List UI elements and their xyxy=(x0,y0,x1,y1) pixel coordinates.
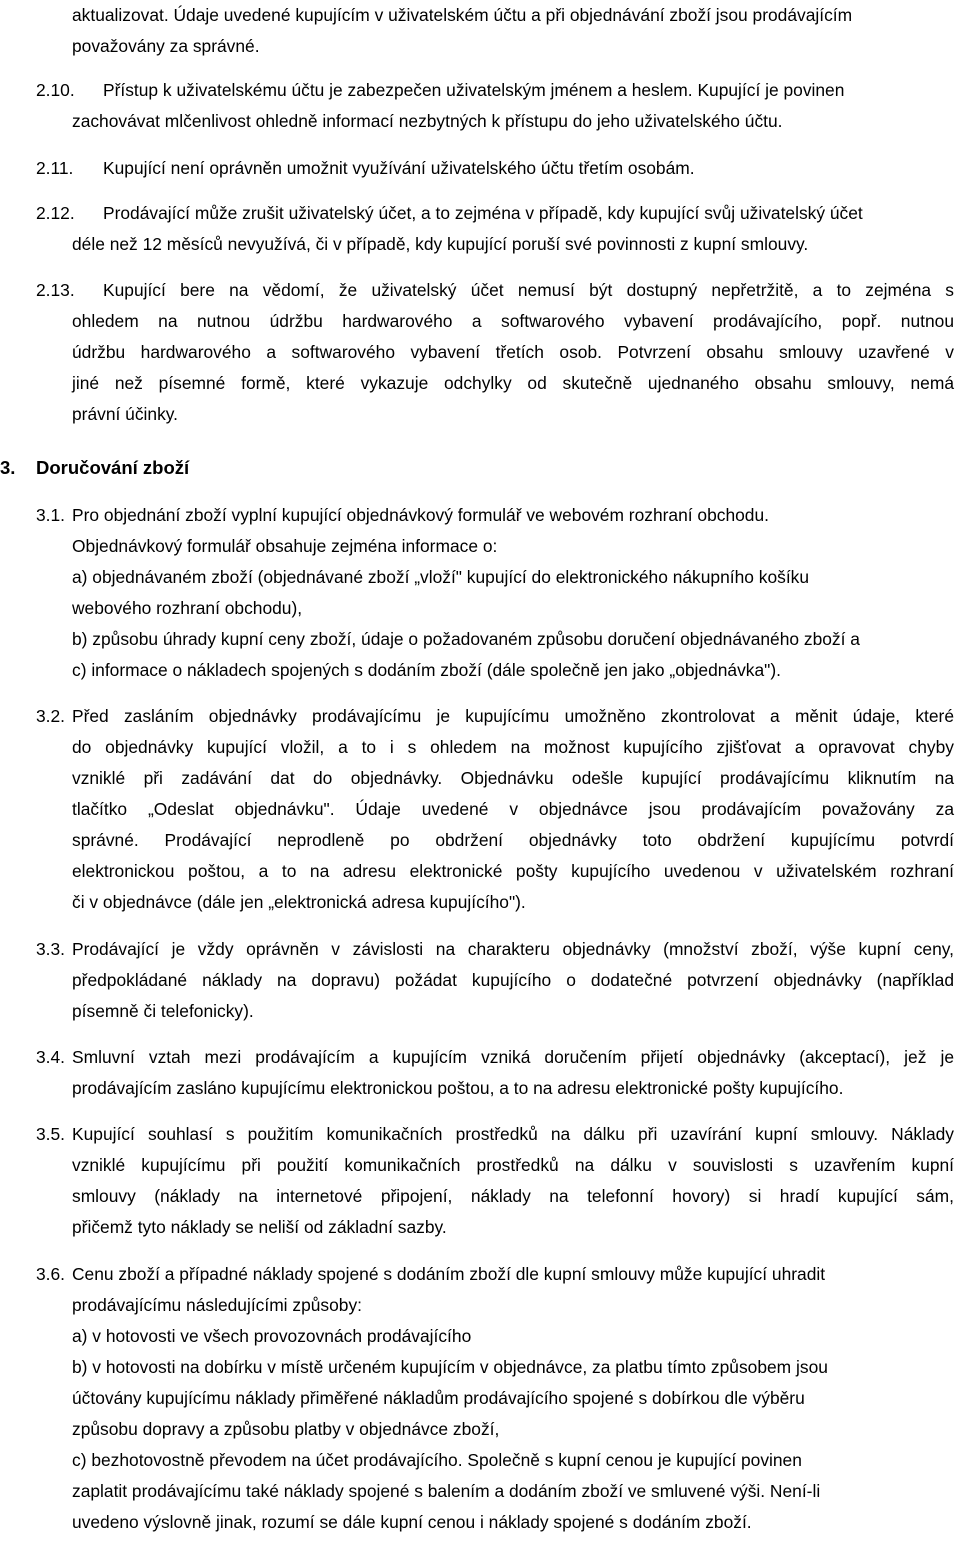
section-number: 3. xyxy=(0,457,16,478)
text-line: Prodávající je vždy oprávněn v závislosti na charakteru objednávky (množství zboží, výše kupní ceny, xyxy=(72,939,954,959)
text-line: přičemž tyto náklady se neliší od základní sazby. xyxy=(72,1217,447,1237)
text-line: správné. Prodávající neprodleně po obdržení objednávky toto obdržení kupujícímu potvrdí xyxy=(72,830,954,850)
text-line: b) způsobu úhrady kupní ceny zboží, údaje o požadovaném způsobu doručení objednávaného zboží a xyxy=(72,629,860,649)
text-line: vzniklé při zadávání dat do objednávky. Objednávku odešle kupující prodávajícímu kliknutím na xyxy=(72,768,954,788)
text-line: c) bezhotovostně převodem na účet prodávajícího. Společně s kupní cenou je kupující povinen xyxy=(72,1450,802,1470)
text-line: způsobu dopravy a způsobu platby v objednávce zboží, xyxy=(72,1419,500,1439)
text-line: ohledem na nutnou údržbu hardwarového a softwarového vybavení prodávajícího, popř. nutnou xyxy=(72,311,954,331)
text-line: Cenu zboží a případné náklady spojené s dodáním zboží dle kupní smlouvy může kupující uhradit xyxy=(72,1264,826,1284)
clause-number: 2.12. xyxy=(36,203,75,223)
text-line: a) objednávaném zboží (objednávané zboží „vloží" kupující do elektronického nákupního košíku xyxy=(72,567,810,587)
text-line: prodávajícím zasláno kupujícímu elektronickou poštou, a to na adresu elektronické pošty kupujícího. xyxy=(72,1078,844,1098)
text-line: považovány za správné. xyxy=(72,36,260,56)
clause-number: 3.2. xyxy=(36,706,66,726)
text-line: Pro objednání zboží vyplní kupující objednávkový formulář ve webovém rozhraní obchodu. xyxy=(72,505,769,525)
text-line: Před zasláním objednávky prodávajícímu je kupujícímu umožněno zkontrolovat a měnit údaje, které xyxy=(72,706,954,726)
text-line: elektronickou poštou, a to na adresu elektronické pošty kupujícího uvedenou v uživatelském rozhraní xyxy=(72,861,954,881)
text-line: či v objednávce (dále jen „elektronická adresa kupujícího"). xyxy=(72,892,526,912)
text-line: déle než 12 měsíců nevyužívá, či v případě, kdy kupující poruší své povinnosti z kupní smlouvy. xyxy=(72,234,809,254)
text-line: tlačítko „Odeslat objednávku". Údaje uvedené v objednávce jsou prodávajícím považovány za xyxy=(72,799,954,819)
text-line: Smluvní vztah mezi prodávajícím a kupujícím vzniká doručením přijetí objednávky (akceptací), jež je xyxy=(72,1047,954,1067)
text-line: aktualizovat. Údaje uvedené kupujícím v uživatelském účtu a při objednávání zboží jsou prodávajícím xyxy=(72,5,853,25)
clause-number: 3.6. xyxy=(36,1264,66,1284)
text-line: právní účinky. xyxy=(72,404,178,424)
text-line: Kupující bere na vědomí, že uživatelský účet nemusí být dostupný nepřetržitě, a to zejména s xyxy=(103,280,954,300)
text-line: předpokládané náklady na dopravu) požádat kupujícího o dodatečné potvrzení objednávky (například xyxy=(72,970,954,990)
text-line: prodávajícímu následujícími způsoby: xyxy=(72,1295,362,1315)
clause-number: 3.1. xyxy=(36,505,66,525)
section-title: Doručování zboží xyxy=(36,457,190,478)
text-line: jiné než písemné formě, které vykazuje odchylky od skutečně ujednaného obsahu smlouvy, nemá xyxy=(72,373,954,393)
text-line: b) v hotovosti na dobírku v místě určeném kupujícím v objednávce, za platbu tímto způsobem jsou xyxy=(72,1357,828,1377)
clause-number: 3.5. xyxy=(36,1124,66,1144)
text-line: zaplatit prodávajícímu také náklady spojené s balením a dodáním zboží ve smluvené výši. Není-li xyxy=(72,1481,821,1501)
clause-number: 3.4. xyxy=(36,1047,66,1067)
text-line: a) v hotovosti ve všech provozovnách prodávajícího xyxy=(72,1326,472,1346)
text-line: Přístup k uživatelskému účtu je zabezpečen uživatelským jménem a heslem. Kupující je povinen xyxy=(103,80,845,100)
text-line: Prodávající může zrušit uživatelský účet, a to zejména v případě, kdy kupující svůj uživatelský účet xyxy=(103,203,863,223)
text-line: Kupující není oprávněn umožnit využívání uživatelského účtu třetím osobám. xyxy=(103,158,695,178)
text-line: Kupující souhlasí s použitím komunikačních prostředků na dálku při uzavírání kupní smlouvy. Náklady xyxy=(72,1124,954,1144)
text-line: smlouvy (náklady na internetové připojení, náklady na telefonní hovory) si hradí kupující sám, xyxy=(72,1186,954,1206)
clause-number: 2.11. xyxy=(36,158,74,178)
text-line: písemně či telefonicky). xyxy=(72,1001,254,1021)
text-line: vzniklé kupujícímu při použití komunikačních prostředků na dálku v souvislosti s uzavřením kupní xyxy=(72,1155,954,1175)
text-line: do objednávky kupující vložil, a to i s ohledem na možnost kupujícího zjišťovat a opravovat chyby xyxy=(72,737,954,757)
text-line: Objednávkový formulář obsahuje zejména informace o: xyxy=(72,536,498,556)
text-line: účtovány kupujícímu náklady přiměřené nákladům prodávajícího spojené s dobírkou dle výběru xyxy=(72,1388,805,1408)
text-line: c) informace o nákladech spojených s dodáním zboží (dále společně jen jako „objednávka"). xyxy=(72,660,781,680)
clause-number: 2.10. xyxy=(36,80,75,100)
text-line: údržbu hardwarového a softwarového vybavení třetích osob. Potvrzení obsahu smlouvy uzavřené v xyxy=(72,342,954,362)
text-line: zachovávat mlčenlivost ohledně informací nezbytných k přístupu do jeho uživatelského účtu. xyxy=(72,111,783,131)
text-line: uvedeno výslovně jinak, rozumí se dále kupní cenou i náklady spojené s dodáním zboží. xyxy=(72,1512,752,1532)
clause-number: 3.3. xyxy=(36,939,66,959)
text-line: webového rozhraní obchodu), xyxy=(72,598,303,618)
clause-number: 2.13. xyxy=(36,280,75,300)
